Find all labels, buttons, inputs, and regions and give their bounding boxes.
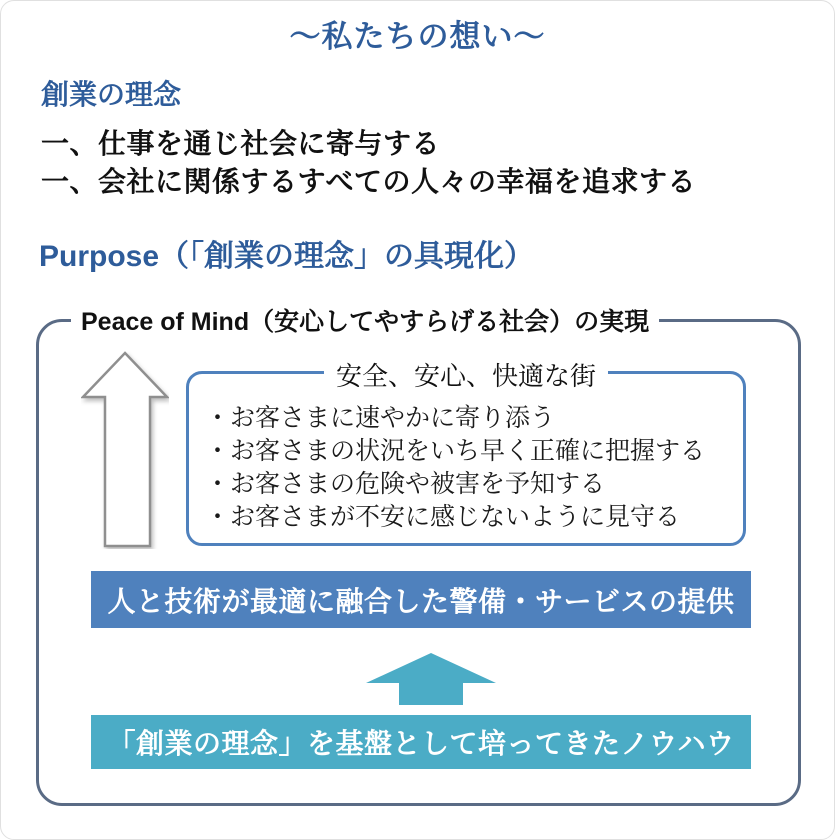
safe-city-box-title: 安全、安心、快適な街 [324, 356, 608, 393]
purpose-heading: Purpose（「創業の理念」の具現化） [39, 240, 535, 273]
up-arrow-teal-icon [366, 653, 496, 705]
service-bar: 人と技術が最適に融合した警備・サービスの提供 [91, 571, 751, 628]
peace-of-mind-frame-title: Peace of Mind（安心してやすらげる社会）の実現 [71, 302, 659, 338]
foundation-bar: 「創業の理念」を基盤として培ってきたノウハウ [91, 715, 751, 769]
bullet-item: ・お客さまの危険や被害を予知する [205, 470, 606, 498]
safe-city-bullet-list [189, 374, 743, 534]
bullet-item: ・お客さまに速やかに寄り添う [205, 404, 556, 432]
founding-principles [41, 125, 696, 201]
principle-line-1: 一、仕事を通じ社会に寄与する [41, 128, 441, 159]
bullet-item: ・お客さまが不安に感じないように見守る [205, 503, 681, 531]
safe-city-box [186, 361, 746, 546]
bullet-item: ・お客さまの状況をいち早く正確に把握する [205, 437, 706, 465]
page-title: ～私たちの想い～ [289, 19, 546, 54]
principle-line-2: 一、会社に関係するすべての人々の幸福を追求する [41, 166, 696, 197]
founding-philosophy-heading: 創業の理念 [41, 79, 182, 110]
up-arrow-white-icon [81, 351, 169, 549]
